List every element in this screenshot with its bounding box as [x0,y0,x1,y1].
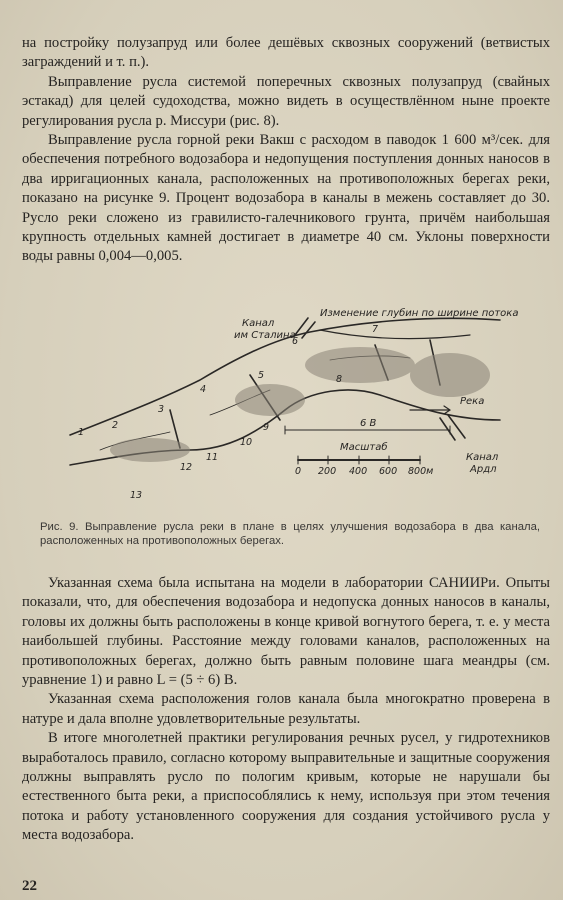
marker-5: 5 [258,370,265,381]
marker-3: 3 [158,404,165,415]
marker-10: 10 [240,437,253,448]
marker-8: 8 [336,374,343,385]
depth-change-label: Изменение глубин по ширине потока [320,308,519,319]
paragraph-verified: Указанная схема расположения голов канала была многократно проверена в натуре и дала вполне удовлетворительные результаты. [22,691,550,727]
paragraph-continuation: на постройку полузапруд или более дешёвых сквозных сооружений (ветвистых заграждений и т. п.). [22,35,550,71]
top-text-block [22,34,550,267]
paragraph-saniir: Указанная схема была испытана на модели в лаборатории САНИИРи. Опыты показали, что, для обеспечения водозабора и недопуска донных наносов в каналы, головы их должны быть расположены в конце кривой вогнутого берега, т. е. у места наибольшей глубины. Расстояние между головами каналов, расположенных на противоположных берегах, должно быть равным половине шага меандры (см. уравнение 1) и равно L = (5 ÷ 6) B. [22,575,550,689]
marker-1: 1 [78,427,85,438]
marker-9: 9 [263,422,270,433]
paragraph-vakhsh: Выправление русла горной реки Вакш с расходом в паводок 1 600 м³/сек. для обеспечения потребного водозабора и недопущения поступления донных наносов в два ирригационных канала, расположенных на противоположных берегах реки, показано на рисунке 9. Процент водозабора в каналы в межень составляет до 30. Русло реки сложено из гравилисто-галечникового грунта, причём наибольшая крупность отдельных камней достигает в диаметре 40 см. Уклоны поверхности воды равны 0,004—0,005. [22,132,550,265]
scale-label: Масштаб [340,442,388,453]
marker-12: 12 [180,462,193,473]
paragraph-practice: В итоге многолетней практики регулирования речных русел, у гидротехников выработалось правило, согласно которому выправительные и защитные сооружения должны выправлять русло по пологим кривым, которые не нарушали бы естественного быта реки, а приспособлялись к нему, используя при этом течения потока и работу установленного сооружения для создания устойчивого русла у места водозабора. [22,730,550,844]
canal-stalin-label-1: Канал [242,318,275,329]
shoal-lower [110,438,190,462]
marker-6: 6 [292,336,299,347]
canal-ardal-label-2: Ардл [470,464,497,475]
page-number: 22 [22,878,37,894]
marker-4: 4 [200,384,207,395]
shoal-middle [235,384,305,416]
scale-tick-0: 0 [295,466,302,477]
marker-7: 7 [372,324,379,335]
scale-tick-800: 800м [408,466,434,477]
shoal-upper [305,347,415,383]
paragraph-missouri: Выправление русла системой поперечных сквозных полузапруд (свайных эстакад) для целей судоходства, можно видеть в осуществлённом ныне проекте регулирования русла р. Миссури (рис. 8). [22,73,550,129]
bottom-text-block [22,574,550,846]
scale-tick-600: 600 [379,466,398,477]
depth-profile-line [320,330,470,339]
scale-tick-400: 400 [349,466,368,477]
river-plan-diagram [30,300,540,512]
canal-ardal-label-1: Канал [466,452,499,463]
marker-11: 11 [206,452,219,463]
scale-tick-200: 200 [318,466,337,477]
figure-caption: Рис. 9. Выправление русла реки в плане в целях улучшения водозабора в два канала, расположенных на противоположных берегах. [40,521,540,547]
canal-ardal-line [440,415,465,440]
canal-stalin-label-2: им Сталина [234,330,296,341]
marker-2: 2 [112,420,119,431]
shoal-right [410,353,490,397]
figure-9 [30,300,540,512]
river-label: Река [460,396,485,407]
marker-13: 13 [130,490,143,501]
dimension-label: 6 B [360,418,377,429]
